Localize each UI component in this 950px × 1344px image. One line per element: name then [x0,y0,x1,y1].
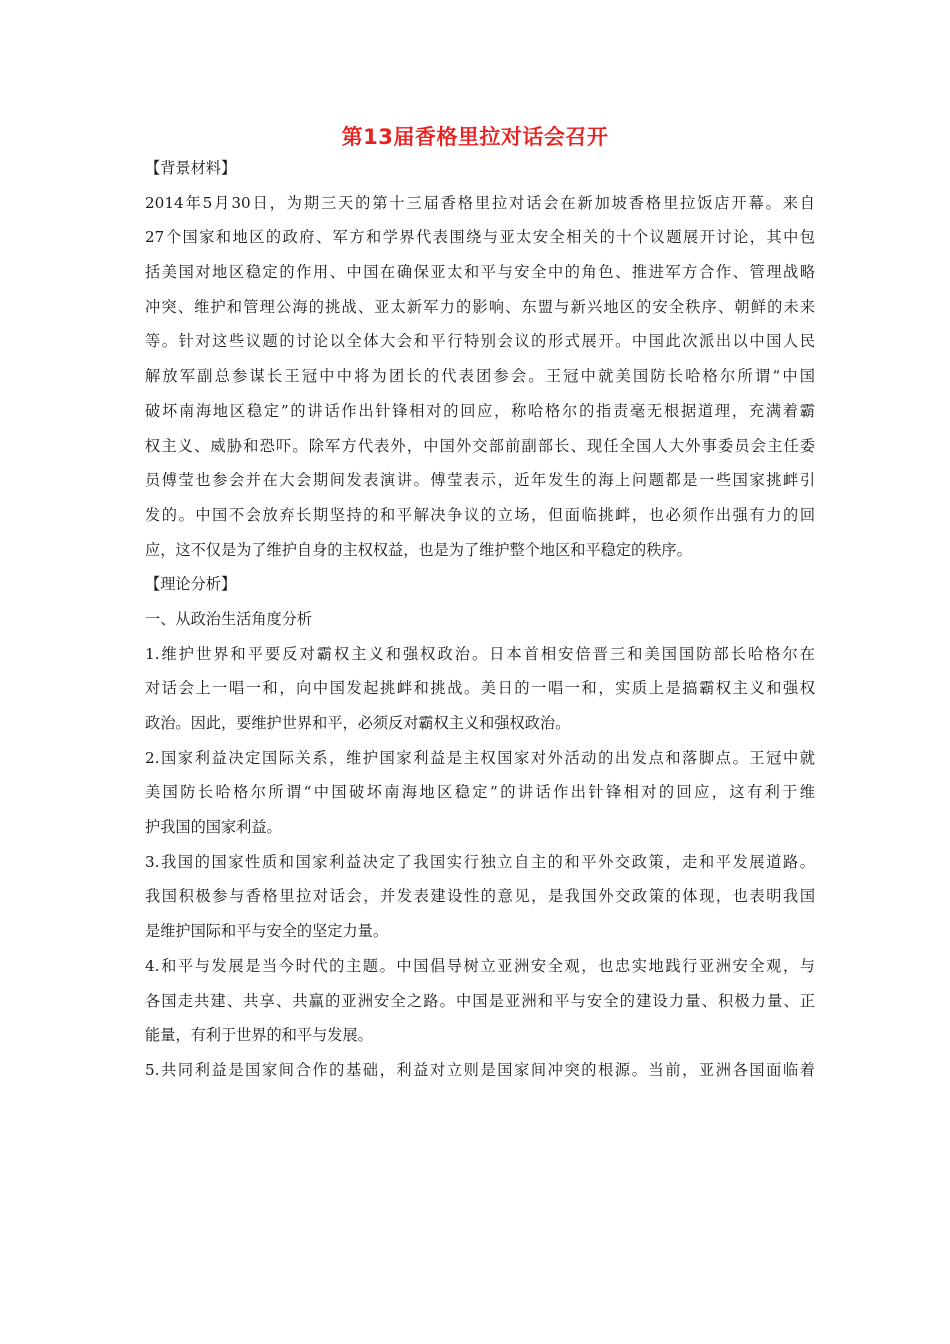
body-line: 对话会上一唱一和，向中国发起挑衅和挑战。美日的一唱一和，实质上是搞霸权主义和强权 [145,679,815,698]
body-line: 3.我国的国家性质和国家利益决定了我国实行独立自主的和平外交政策，走和平发展道路。 [145,852,815,871]
body-line: 破坏南海地区稳定”的讲话作出针锋相对的回应，称哈格尔的指责毫无根据道理，充满着霸 [145,401,815,420]
body-line: 解放军副总参谋长王冠中中将为团长的代表团参会。王冠中就美国防长哈格尔所谓“中国 [145,367,815,386]
body-line: 等。针对这些议题的讨论以全体大会和平行特别会议的形式展开。中国此次派出以中国人民 [145,332,815,351]
body-line: 【背景材料】 [145,159,237,177]
body-line: 5.共同利益是国家间合作的基础，利益对立则是国家间冲突的根源。当前，亚洲各国面临着 [145,1060,815,1079]
body-line: 各国走共建、共享、共赢的亚洲安全之路。中国是亚洲和平与安全的建设力量、积极力量、正 [145,991,815,1010]
body-line: 应，这不仅是为了维护自身的主权权益，也是为了维护整个地区和平稳定的秩序。 [145,540,692,559]
body-line: 一、从政治生活角度分析 [145,609,313,628]
body-line: 政治。因此，要维护世界和平，必须反对霸权主义和强权政治。 [145,714,571,732]
body-line: 27个国家和地区的政府、军方和学界代表围绕与亚太安全相关的十个议题展开讨论，其中包 [145,228,815,247]
body-line: 能量，有利于世界的和平与发展。 [145,1026,373,1045]
body-line: 2.国家利益决定国际关系，维护国家利益是主权国家对外活动的出发点和落脚点。王冠中就 [145,748,815,767]
body-line: 我国积极参与香格里拉对话会，并发表建设性的意见，是我国外交政策的体现，也表明我国 [145,887,815,906]
body-line: 权主义、威胁和恐吓。除军方代表外，中国外交部前副部长、现任全国人大外事委员会主任委 [145,436,815,455]
body-line: 美国防长哈格尔所谓“中国破坏南海地区稳定”的讲话作出针锋相对的回应，这有利于维 [145,783,815,802]
body-line: 冲突、维护和管理公海的挑战、亚太新军力的影响、东盟与新兴地区的安全秩序、朝鲜的未来 [145,297,815,316]
body-line: 护我国的国家利益。 [145,818,282,837]
body-line: 2014年5月30日，为期三天的第十三届香格里拉对话会在新加坡香格里拉饭店开幕。来自 [145,193,815,212]
body-line: 4.和平与发展是当今时代的主题。中国倡导树立亚洲安全观，也忠实地践行亚洲安全观，与 [145,956,815,975]
body-line: 1.维护世界和平要反对霸权主义和强权政治。日本首相安倍晋三和美国国防部长哈格尔在 [145,644,815,663]
body-line: 是维护国际和平与安全的坚定力量。 [145,922,388,941]
document-body [145,151,815,1088]
body-line: 员傅莹也参会并在大会期间发表演讲。傅莹表示，近年发生的海上问题都是一些国家挑衅引 [145,471,815,490]
body-line: 【理论分析】 [145,575,237,594]
body-line: 括美国对地区稳定的作用、中国在确保亚太和平与安全中的角色、推进军方合作、管理战略 [145,263,815,282]
body-line: 发的。中国不会放弃长期坚持的和平解决争议的立场，但面临挑衅，也必须作出强有力的回 [145,505,815,524]
document-title: 第13届香格里拉对话会召开 [341,125,609,149]
